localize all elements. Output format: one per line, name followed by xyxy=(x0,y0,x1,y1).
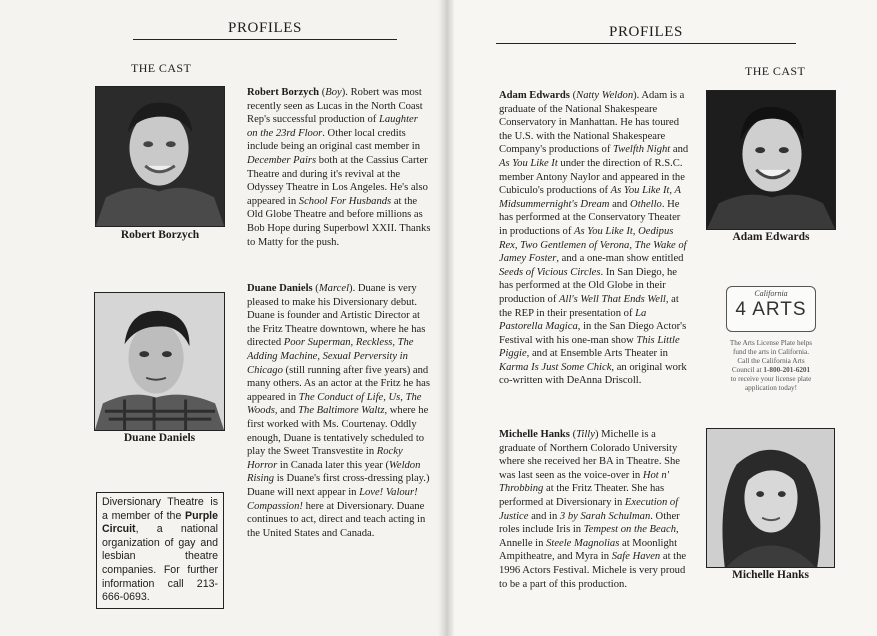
bio-italic: December Pairs xyxy=(247,154,317,166)
plate-state: California xyxy=(754,289,788,298)
plate-info-line xyxy=(716,366,826,375)
bio-text: , and xyxy=(274,405,299,417)
bio-text: and in xyxy=(528,510,560,522)
bio-text: Globe Theatre and before millions as xyxy=(265,209,423,221)
bio-text: . In San Diego, he has performed at the Old Globe in their production of xyxy=(499,266,678,305)
bio-role: Marcel xyxy=(318,283,350,294)
bio-text: . Other local credits include xyxy=(247,127,406,153)
bio-text: Michelle is a graduate of Northern Colorado University where she received her BA in Theatre. She was last seen as the voice-over in xyxy=(499,429,681,481)
bio-italic: As You Like It, Oedipus Rex, Two Gentlemen of Verona, The Wake of Jamey Foster xyxy=(499,225,687,265)
plate-info-line: to receive your license plate xyxy=(730,375,812,383)
caption-michelle-hanks: Michelle Hanks xyxy=(732,569,809,581)
bio-text: in Canada later this year ( xyxy=(277,459,390,471)
bio-italic: Weldon Rising xyxy=(247,459,421,485)
bio-text: most recently seen as Lucas in the xyxy=(247,87,422,112)
left-heading: PROFILES xyxy=(133,20,397,40)
bio-text: , at the REP in their presentation of xyxy=(499,293,679,319)
bio-text: , and a one-man show entitled xyxy=(556,253,684,265)
bio-text: Los Angeles. He's also appeared in xyxy=(247,182,428,207)
bio-michelle-hanks: Michelle Hanks (Tilly) Michelle is a graduate of Northern Colorado University where she received her BA in Theatre. She was last seen as the voice-over in Hot n' Throbbing at the Fritz Theater. She has performed at Diversionary in Execution of Justice and in 3 by Sarah Schulman. Other roles include Iris in Tempest on the Beach, Annelle in Steele Magnolias at Moonlight Ampitheatre, and Myra in Safe Haven at the 1996 Actors Festival. Michele is very proud to be a part of this production. xyxy=(499,429,687,590)
bio-text: and xyxy=(609,198,631,210)
bio-text: , Annelle in xyxy=(499,524,679,549)
photo-duane-daniels xyxy=(94,292,225,431)
caption-robert-borzych: Robert Borzych xyxy=(120,229,200,241)
bio-duane-daniels: Duane Daniels (Marcel). Duane is very pleased to make his Diversionary debut. Duane is founder and Artistic Director at the Fritz Theatre downtown, where he has directed Poor Superman, Reckless, The Adding Machine, Sexual Perversity in Chicago (still running after five years) and many others. As an actor at the Fritz he has appeared in The Conduct of Life, Us, The Woods, and The Baltimore Waltz, where he first worked with Ms. Courtenay. Oddly enough, Duane is tentatively scheduled to play the Sweet Transvestite in Rocky Horror in Canada later this year (Weldon Rising is Duane's first cross-dressing play.) Duane will next appear in Love! Valour! Compassion! here at Diversionary. Duane continues to act, direct and teach acting in the United States and Canada. xyxy=(247,283,430,539)
bio-italic: 3 by Sarah Schulman xyxy=(559,510,651,522)
bio-italic: Hot n' Throbbing xyxy=(499,469,669,495)
bio-text: Bob Hope during Superbowl XXII. xyxy=(247,222,397,234)
bio-italic: Laughter on the 23rd xyxy=(247,114,418,139)
plate-info-line: application today! xyxy=(744,384,798,392)
bio-name: Adam Edwards xyxy=(499,90,570,101)
bio-italic: The Conduct of Life, Us, The Woods xyxy=(247,391,422,417)
bio-name: Robert Borzych xyxy=(247,87,320,98)
bio-text: . He has performed at the Conservatory Theater in productions of xyxy=(499,198,681,237)
bio-italic: As You Like It xyxy=(499,157,558,169)
photo-robert-borzych xyxy=(95,86,225,227)
bio-italic: Execution of Justice xyxy=(499,496,679,522)
bio-text: Thanks to Matty for the push. xyxy=(247,222,431,248)
plate-info-line: Call the California Arts xyxy=(737,357,805,365)
photo-michelle-hanks xyxy=(706,428,835,568)
bio-text: revival at the Odyssey Theatre in xyxy=(247,168,401,194)
bio-text: here at Diversionary. Duane continues to act, direct and teach acting in the United States and Canada. xyxy=(247,500,426,539)
bio-italic: Othello xyxy=(630,198,662,210)
bio-text: Carter Theatre and during it's xyxy=(247,154,428,180)
right-cast-label: THE CAST xyxy=(745,64,806,78)
left-cast-label: THE CAST xyxy=(131,61,192,75)
bio-italic: The Baltimore Waltz xyxy=(298,405,385,417)
right-heading: PROFILES xyxy=(496,24,796,44)
plate-info-line: The Arts License Plate helps xyxy=(729,339,813,347)
bio-text: Robert was xyxy=(347,87,399,98)
bio-text: . Duane is very pleased to make his Diversionary debut. Duane is founder and Artistic Director at the Fritz Theatre downtown, where he has directed xyxy=(247,283,426,349)
bio-role: Natty Weldon xyxy=(576,90,634,101)
notice-text: Diversionary Theatre is a member of the xyxy=(102,496,218,522)
caption-duane-daniels: Duane Daniels xyxy=(123,432,196,444)
bio-italic: All's Well That Ends Well xyxy=(559,293,666,305)
bio-italic: School For Husbands xyxy=(298,195,392,207)
bio-italic: This Little Piggie xyxy=(499,334,680,360)
caption-adam-edwards: Adam Edwards xyxy=(732,231,810,243)
bio-robert-borzych: Robert Borzych (Boy). Robert was most recently seen as Lucas in the North Coast Rep's successful production of Laughter on the 23rd Floor. Other local credits include being an original cast member in December Pairs both at the Cassius Carter Theatre and during it's revival at the Odyssey Theatre in Los Angeles. He's also appeared in School For Husbands at the Old Globe Theatre and before millions as Bob Hope during Superbowl XXII. Thanks to Matty for the push. xyxy=(247,87,431,248)
arts-license-plate xyxy=(726,286,816,332)
plate-number: 4 ARTS xyxy=(735,299,807,320)
notice-bold: Purple Circuit xyxy=(102,509,218,536)
bio-italic: Love! Valour! Compassion! xyxy=(247,486,418,512)
bio-italic: Tempest on the Beach xyxy=(583,524,677,536)
bio-text: , and at Ensemble Arts Theater in xyxy=(526,348,668,360)
notice-text: , a national organization of gay and lesbian theatre companies. For further information call 213-666-0693. xyxy=(102,523,218,604)
bio-text: . Adam is a graduate of the National Shakespeare Conservatory in Manhattan. He has toured the U.S. with the National Shakespeare Company's productions of xyxy=(499,90,685,156)
photo-adam-edwards xyxy=(706,90,836,230)
plate-phone: 1-800-201-6201 xyxy=(763,366,811,374)
bio-text: , in the San Diego Actor's Festival with his one-man show xyxy=(499,321,687,346)
bio-italic: Rocky Horror xyxy=(247,446,403,471)
bio-text: (still running after five years) and many others. As an actor at the Fritz he has appeared in xyxy=(247,364,430,403)
plate-info-line: fund the arts in California. xyxy=(732,348,810,356)
bio-text: . Other roles include Iris in xyxy=(499,510,680,536)
bio-adam-edwards: Adam Edwards (Natty Weldon). Adam is a graduate of the National Shakespeare Conservatory in Manhattan. He has toured the U.S. with the National Shakespeare Company's productions of Twelfth Night and As You Like It under the direction of R.S.C. member Antony Naylor and appeared in the Cubiculo's productions of As You Like It, A Midsummernight's Dream and Othello. He has performed at the Conservatory Theater in productions of As You Like It, Oedipus Rex, Two Gentlemen of Verona, The Wake of Jamey Foster, and a one-man show entitled Seeds of Vicious Circles. In San Diego, he has performed at the Old Globe in their production of All's Well That Ends Well, at the REP in their presentation of La Pastorella Magica, in the San Diego Actor's Festival with his one-man show This Little Piggie, and at Ensemble Arts Theater in Karma Is Just Some Chick, an original work co-written with DeAnna Driscoll. xyxy=(499,90,689,387)
bio-italic: Seeds of Vicious Circles xyxy=(499,266,601,278)
bio-italic: As You Like It, A Midsummernight's Dream xyxy=(499,185,681,210)
bio-text: is Duane's first cross-dressing play.) Duane will next appear in xyxy=(247,473,430,498)
bio-italic: Floor xyxy=(298,127,323,139)
bio-text: , an original work co-written with DeAnna Driscoll. xyxy=(499,361,687,387)
bio-italic: Steele Magnolias xyxy=(546,537,620,549)
page-gutter xyxy=(438,0,454,636)
bio-text: at the Old xyxy=(247,195,418,221)
bio-text: at the Fritz Theater. She has performed at Diversionary in xyxy=(499,483,665,508)
bio-text: being an original cast member in xyxy=(280,141,420,153)
bio-italic: Twelfth Night xyxy=(613,144,671,156)
bio-text: at Moonlight Ampitheatre, and Myra in xyxy=(499,537,678,563)
bio-italic: La Pastorella Magica xyxy=(499,307,647,333)
bio-name: Michelle Hanks xyxy=(499,429,570,440)
bio-text: North Coast Rep's successful xyxy=(247,100,423,126)
bio-text: at the 1996 Actors Festival. Michele is very proud to be a part of this production. xyxy=(499,551,687,590)
bio-role: Boy xyxy=(325,87,342,98)
bio-text: and xyxy=(670,144,689,156)
bio-role: Tilly xyxy=(576,429,595,440)
plate-info-text: Council at xyxy=(731,366,764,374)
purple-circuit-notice xyxy=(96,492,224,609)
bio-italic: Karma Is Just Some Chick xyxy=(499,361,612,373)
bio-italic: Poor Superman, Reckless, The Adding Machine, Sexual Perversity in Chicago xyxy=(247,337,414,376)
bio-text: both at the Cassius xyxy=(316,154,399,166)
bio-italic: Safe Haven xyxy=(611,551,661,563)
bio-text: under the direction of R.S.C. member Antony Naylor and appeared in the Cubiculo's productions of xyxy=(499,157,685,197)
bio-text: , where he first worked with Ms. Courtenay. Oddly enough, Duane is tentatively scheduled to play the Sweet Transvestite in xyxy=(247,405,429,458)
bio-text: production of xyxy=(318,114,379,126)
bio-name: Duane Daniels xyxy=(247,283,313,294)
arts-plate-info xyxy=(716,339,826,393)
